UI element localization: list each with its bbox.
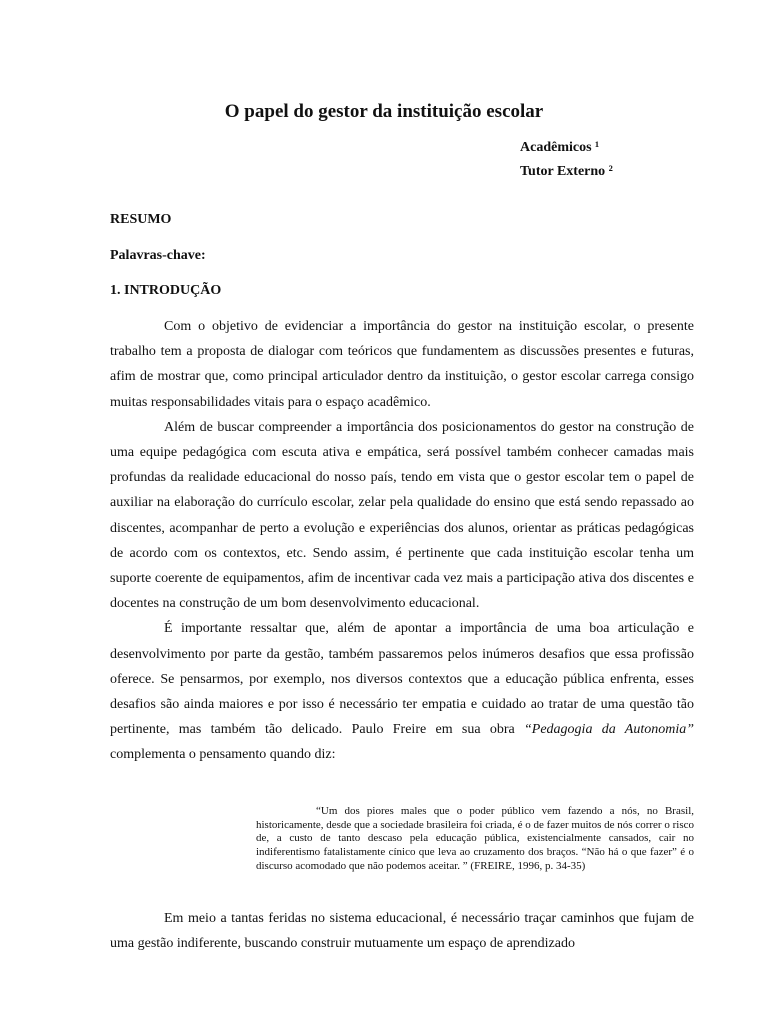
- authors-block: [520, 136, 613, 184]
- heading-resumo: RESUMO: [110, 212, 172, 227]
- work-title-pedagogia: “Pedagogia da Autonomia”: [524, 722, 694, 738]
- intro-body: [110, 314, 694, 768]
- quote-text: “Um dos piores males que o poder público vem fazendo a nós, no Brasil, historicamente, desde que a sociedade brasileira foi criada, é o de fazer muitos de nós correr o risco de, a custo de tanto descaso pela educação pública, existencialmente cansados, cair no indiferentismo fatalistamente cínico que leva ao cruzamento dos braços. “Não há o que fazer” é o discurso acomodado que não podemos aceitar. ” (FREIRE, 1996, p. 34-35): [256, 805, 694, 872]
- author-tutor: Tutor Externo ²: [520, 164, 613, 179]
- heading-introducao: 1. INTRODUÇÃO: [110, 283, 222, 298]
- author-academicos: Acadêmicos ¹: [520, 140, 600, 155]
- paragraph-4: Em meio a tantas feridas no sistema educacional, é necessário traçar caminhos que fujam de uma gestão indiferente, buscando construir mutuamente um espaço de aprendizado: [110, 911, 694, 952]
- document-title: O papel do gestor da instituição escolar: [224, 101, 544, 122]
- paragraph-1: Com o objetivo de evidenciar a importância do gestor na instituição escolar, o presente trabalho tem a proposta de dialogar com teóricos que fundamentem as discussões presentes e futuras, afim de mostrar que, como principal articulador dentro da instituição, o gestor escolar carrega consigo muitas responsabilidades vitais para o espaço acadêmico.: [110, 319, 694, 410]
- paragraph-2: Além de buscar compreender a importância dos posicionamentos do gestor na construção de uma equipe pedagógica com escuta ativa e empática, será possível também conhecer camadas mais profundas da realidade educacional do nosso país, tendo em vista que o gestor escolar tem o papel de auxiliar na elaboração do currículo escolar, zelar pela qualidade do ensino que está sendo repassado ao discentes, acompanhar de perto a evolução e experiências dos alunos, orientar as práticas pedagógicas de acordo com os contextos, etc. Sendo assim, é pertinente que cada instituição escolar tenha um suporte coerente de equipamentos, afim de incentivar cada vez mais a participação ativa dos discentes e docentes na construção de um bom desenvolvimento educacional.: [110, 419, 694, 612]
- paragraph-3-text: É importante ressaltar que, além de apontar a importância de uma boa articulação e desenvolvimento por parte da gestão, também passaremos pelos inúmeros desafios que essa profissão oferece. Se pensarmos, por exemplo, nos diversos contextos que a educação pública enfrenta, esses desafios são ainda maiores e por isso é necessário ter empatia e cuidado ao tratar de uma questão tão pertinente, mas também tão delicado. Paulo Freire em sua obra: [110, 621, 694, 738]
- block-quote: [256, 805, 694, 874]
- heading-keywords: Palavras-chave:: [110, 248, 206, 263]
- paragraph-3-tail: complementa o pensamento quando diz:: [110, 747, 336, 763]
- paragraph-3: [110, 616, 694, 767]
- continuation-body: [110, 906, 694, 956]
